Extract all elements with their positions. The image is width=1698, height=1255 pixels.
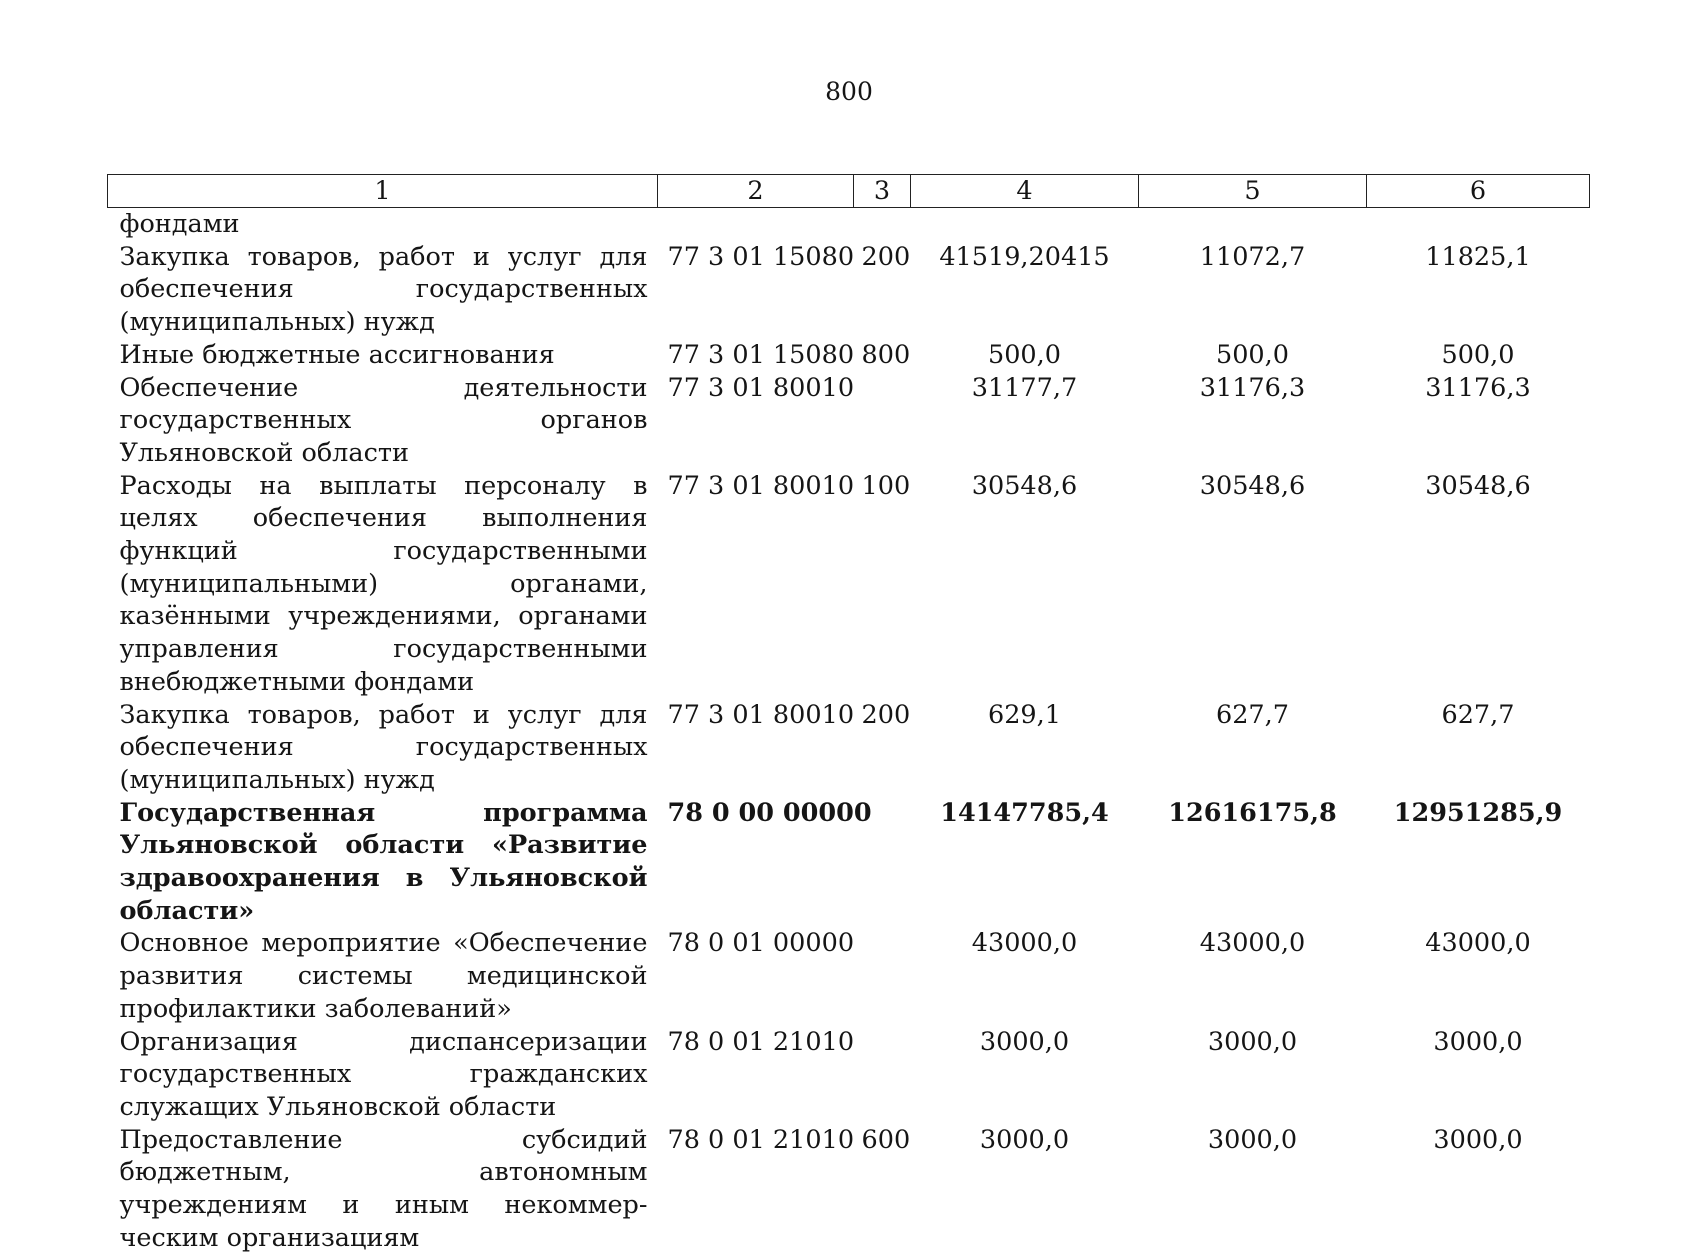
cell-target-code: 78 0 01 21010	[667, 1026, 855, 1057]
cell-amount-col6: 31176,3	[1425, 372, 1531, 403]
cell-expense-type: 800	[861, 339, 911, 370]
cell-amount-col5: 30548,6	[1199, 470, 1306, 501]
column-header-1: 1	[108, 175, 658, 208]
table-row	[108, 1124, 1590, 1255]
cell-description: Основное мероприятие «Обеспечение развития системы медицинской профилактики заболеваний»	[119, 928, 648, 1024]
column-header-5: 5	[1139, 175, 1367, 208]
cell-target-code: 77 3 01 15080	[667, 241, 855, 272]
cell-expense-type	[854, 1026, 911, 1124]
cell-amount-col6: 500,0	[1441, 339, 1515, 370]
table-row	[108, 470, 1590, 699]
cell-description: Закупка товаров, работ и услуг для обеспечения государственных (муниципальных) нужд	[119, 699, 648, 795]
cell-amount-col4: 30548,6	[971, 470, 1078, 501]
cell-description: Иные бюджетные ассигнования	[119, 339, 555, 370]
table-row	[108, 1026, 1590, 1124]
cell-expense-type	[854, 208, 911, 241]
column-header-4: 4	[911, 175, 1139, 208]
cell-amount-col6: 12951285,9	[1393, 797, 1563, 828]
cell-amount-col4: 41519,20415	[939, 241, 1110, 272]
table-row	[108, 208, 1590, 241]
page-number: 800	[825, 77, 873, 106]
cell-amount-col5: 43000,0	[1199, 928, 1306, 959]
cell-amount-col6: 11825,1	[1425, 241, 1531, 272]
cell-target-code: 77 3 01 80010	[667, 372, 855, 403]
cell-target-code: 78 0 00 00000	[667, 797, 872, 828]
table-row	[108, 339, 1590, 372]
cell-description: Закупка товаров, работ и услуг для обеспечения государственных (муниципальных) нужд	[119, 241, 648, 338]
cell-target-code	[658, 208, 854, 241]
cell-description: Обеспечение деятельности государственных органов Ульяновской области	[119, 372, 648, 468]
cell-expense-type: 200	[861, 699, 911, 730]
cell-expense-type	[854, 927, 911, 1025]
table-row	[108, 927, 1590, 1025]
cell-target-code: 78 0 01 21010	[667, 1124, 855, 1155]
cell-amount-col4: 3000,0	[979, 1026, 1070, 1057]
cell-amount-col4: 14147785,4	[940, 797, 1109, 828]
table-body	[108, 208, 1590, 1255]
budget-table	[107, 174, 1590, 1255]
header-row	[108, 175, 1590, 208]
cell-amount-col6	[1367, 208, 1590, 241]
cell-description: Предоставление субсидий бюджетным, автономным учреждениям и иным некоммерческим организациям	[119, 1124, 648, 1253]
cell-amount-col4	[911, 208, 1139, 241]
cell-expense-type: 200	[861, 241, 911, 272]
cell-target-code: 77 3 01 15080	[667, 339, 855, 370]
cell-amount-col5: 11072,7	[1199, 241, 1306, 272]
cell-amount-col5: 31176,3	[1199, 372, 1306, 403]
cell-amount-col4: 500,0	[987, 339, 1061, 370]
cell-target-code: 77 3 01 80010	[667, 699, 855, 730]
cell-amount-col6: 43000,0	[1425, 928, 1531, 959]
cell-target-code: 77 3 01 80010	[667, 470, 855, 501]
cell-amount-col6: 3000,0	[1433, 1026, 1523, 1057]
cell-amount-col5: 12616175,8	[1168, 797, 1337, 828]
column-header-3: 3	[854, 175, 911, 208]
cell-amount-col6: 30548,6	[1425, 470, 1531, 501]
cell-amount-col6: 627,7	[1441, 699, 1515, 730]
table-row	[108, 372, 1590, 470]
table-row	[108, 797, 1590, 928]
cell-amount-col5: 3000,0	[1207, 1124, 1298, 1155]
column-header-2: 2	[658, 175, 854, 208]
cell-amount-col5: 500,0	[1215, 339, 1289, 370]
table-row	[108, 241, 1590, 339]
column-header-6: 6	[1367, 175, 1590, 208]
cell-description: фондами	[119, 209, 240, 239]
table-row	[108, 699, 1590, 797]
cell-expense-type: 100	[861, 470, 911, 501]
cell-amount-col4: 43000,0	[971, 928, 1078, 959]
cell-amount-col6: 3000,0	[1433, 1124, 1523, 1155]
cell-amount-col4: 31177,7	[971, 372, 1078, 403]
cell-expense-type	[854, 372, 911, 470]
cell-expense-type: 600	[861, 1124, 911, 1155]
cell-description: Организация диспансеризации государственных гражданских служащих Ульяновской области	[119, 1026, 648, 1122]
cell-description: Расходы на выплаты персоналу в целях обеспечения выполнения функций государственными (муниципальными) органами, казёнными учреждениями, органами управления государственными внебюджетными фондами	[119, 470, 648, 697]
cell-description: Государственная программа Ульяновской области «Развитие здравоохранения в Ульяновской области»	[119, 797, 648, 926]
cell-amount-col5: 3000,0	[1207, 1026, 1298, 1057]
cell-amount-col4: 629,1	[987, 699, 1061, 730]
cell-target-code: 78 0 01 00000	[667, 928, 855, 959]
cell-amount-col5: 627,7	[1215, 699, 1289, 730]
cell-amount-col5	[1139, 208, 1367, 241]
cell-amount-col4: 3000,0	[979, 1124, 1070, 1155]
